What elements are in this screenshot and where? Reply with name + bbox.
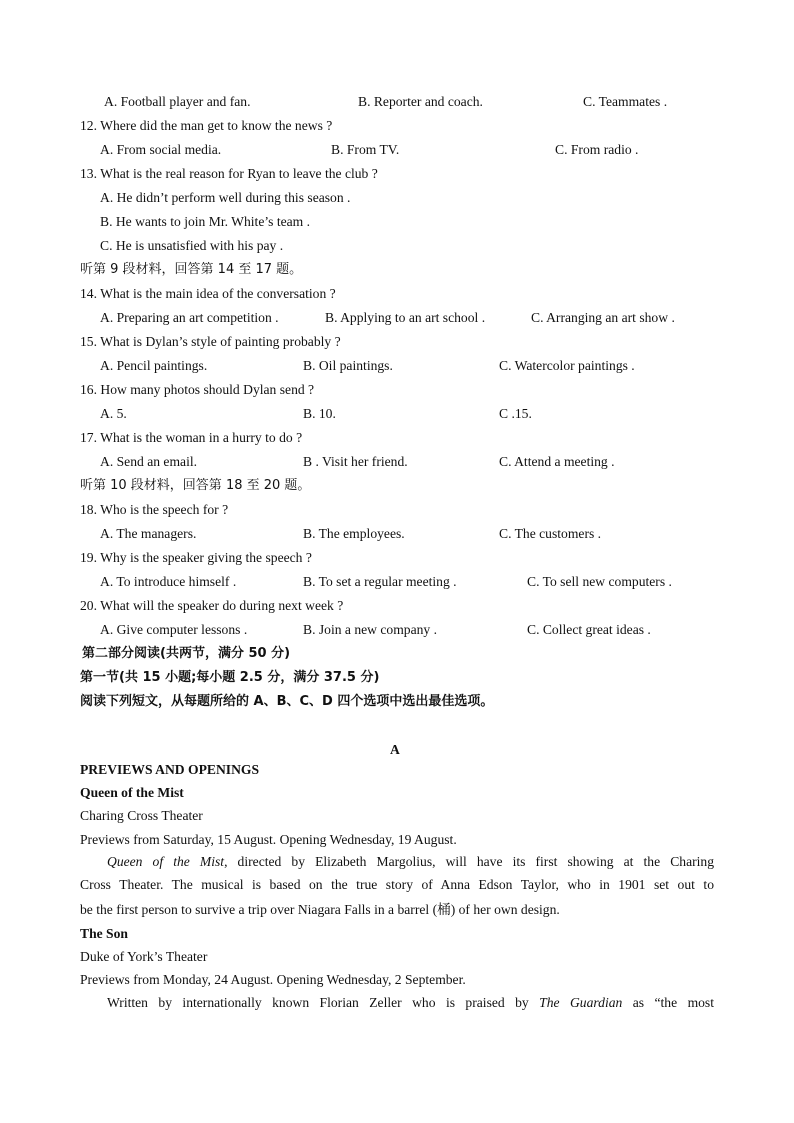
section-9-instruction: 听第 9 段材料，回答第 14 至 17 题。	[80, 262, 303, 277]
show2-paragraph-pre: Written by internationally known Florian Zeller who is praised by	[107, 995, 540, 1010]
q17-option-a: A. Send an email.	[100, 454, 198, 469]
show1-title-italic: Queen of the Mist	[107, 854, 225, 869]
show2-paragraph-line1	[107, 994, 714, 1012]
q20-stem: 20. What will the speaker do during next week ?	[80, 598, 344, 613]
q20-option-c: C. Collect great ideas .	[527, 622, 651, 637]
q13-option-a: A. He didn’t perform well during this season .	[100, 190, 351, 205]
show1-theater: Charing Cross Theater	[80, 808, 203, 823]
show1-paragraph-line3: be the first person to survive a trip over Niagara Falls in a barrel (桶) of her own design.	[80, 902, 560, 917]
q12-option-b: B. From TV.	[331, 142, 400, 157]
show1-paragraph-line2: Cross Theater. The musical is based on the true story of Anna Edson Taylor, who in 1901 set out to	[80, 877, 714, 892]
q16-option-c: C .15.	[499, 406, 532, 421]
q19-option-b: B. To set a regular meeting .	[303, 574, 457, 589]
q15-option-c: C. Watercolor paintings .	[499, 358, 635, 373]
q18-option-b: B. The employees.	[303, 526, 405, 541]
q11-option-c: C. Teammates .	[583, 94, 668, 109]
q17-option-b: B . Visit her friend.	[303, 454, 408, 469]
q18-option-a: A. The managers.	[100, 526, 197, 541]
section-10-instruction: 听第 10 段材料，回答第 18 至 20 题。	[80, 478, 311, 493]
q18-stem: 18. Who is the speech for ?	[80, 502, 229, 517]
q15-stem: 15. What is Dylan’s style of painting probably ?	[80, 334, 341, 349]
q18-option-c: C. The customers .	[499, 526, 602, 541]
q11-option-b: B. Reporter and coach.	[358, 94, 483, 109]
q14-option-c: C. Arranging an art show .	[531, 310, 675, 325]
q16-option-b: B. 10.	[303, 406, 336, 421]
q17-stem: 17. What is the woman in a hurry to do ?	[80, 430, 303, 445]
q11-option-a: A. Football player and fan.	[104, 94, 251, 109]
show2-paragraph-post: as “the most	[622, 995, 715, 1010]
show2-dates: Previews from Monday, 24 August. Opening Wednesday, 2 September.	[80, 972, 466, 987]
q12-option-c: C. From radio .	[555, 142, 639, 157]
q14-stem: 14. What is the main idea of the conversation ?	[80, 286, 336, 301]
q13-stem: 13. What is the real reason for Ryan to leave the club ?	[80, 166, 378, 181]
show2-theater: Duke of York’s Theater	[80, 949, 208, 964]
q13-option-c: C. He is unsatisfied with his pay .	[100, 238, 284, 253]
q19-option-a: A. To introduce himself .	[100, 574, 237, 589]
q19-stem: 19. Why is the speaker giving the speech ?	[80, 550, 312, 565]
show1-paragraph-line1-text: , directed by Elizabeth Margolius, will have its first showing at the Charing	[224, 854, 714, 869]
part2-instruction: 阅读下列短文，从每题所给的 A、B、C、D 四个选项中选出最佳选项。	[80, 694, 494, 709]
q16-option-a: A. 5.	[100, 406, 127, 421]
q12-option-a: A. From social media.	[100, 142, 222, 157]
show2-title: The Son	[80, 926, 128, 941]
q19-option-c: C. To sell new computers .	[527, 574, 672, 589]
show1-paragraph-line1	[107, 853, 714, 871]
show1-title: Queen of the Mist	[80, 785, 184, 800]
part2-section1: 第一节(共 15 小题;每小题 2.5 分，满分 37.5 分)	[80, 670, 380, 685]
q16-stem: 16. How many photos should Dylan send ?	[80, 382, 315, 397]
passage-letter: A	[390, 742, 400, 757]
q20-option-b: B. Join a new company .	[303, 622, 438, 637]
q14-option-a: A. Preparing an art competition .	[100, 310, 279, 325]
q13-option-b: B. He wants to join Mr. White’s team .	[100, 214, 311, 229]
q17-option-c: C. Attend a meeting .	[499, 454, 615, 469]
q15-option-a: A. Pencil paintings.	[100, 358, 208, 373]
q12-stem: 12. Where did the man get to know the news ?	[80, 118, 333, 133]
show1-dates: Previews from Saturday, 15 August. Opening Wednesday, 19 August.	[80, 832, 457, 847]
passage-heading: PREVIEWS AND OPENINGS	[80, 762, 260, 777]
part2-title: 第二部分阅读(共两节，满分 50 分)	[82, 646, 291, 661]
q14-option-b: B. Applying to an art school .	[325, 310, 486, 325]
q20-option-a: A. Give computer lessons .	[100, 622, 248, 637]
q15-option-b: B. Oil paintings.	[303, 358, 393, 373]
show2-guardian-italic: The Guardian	[539, 995, 623, 1010]
